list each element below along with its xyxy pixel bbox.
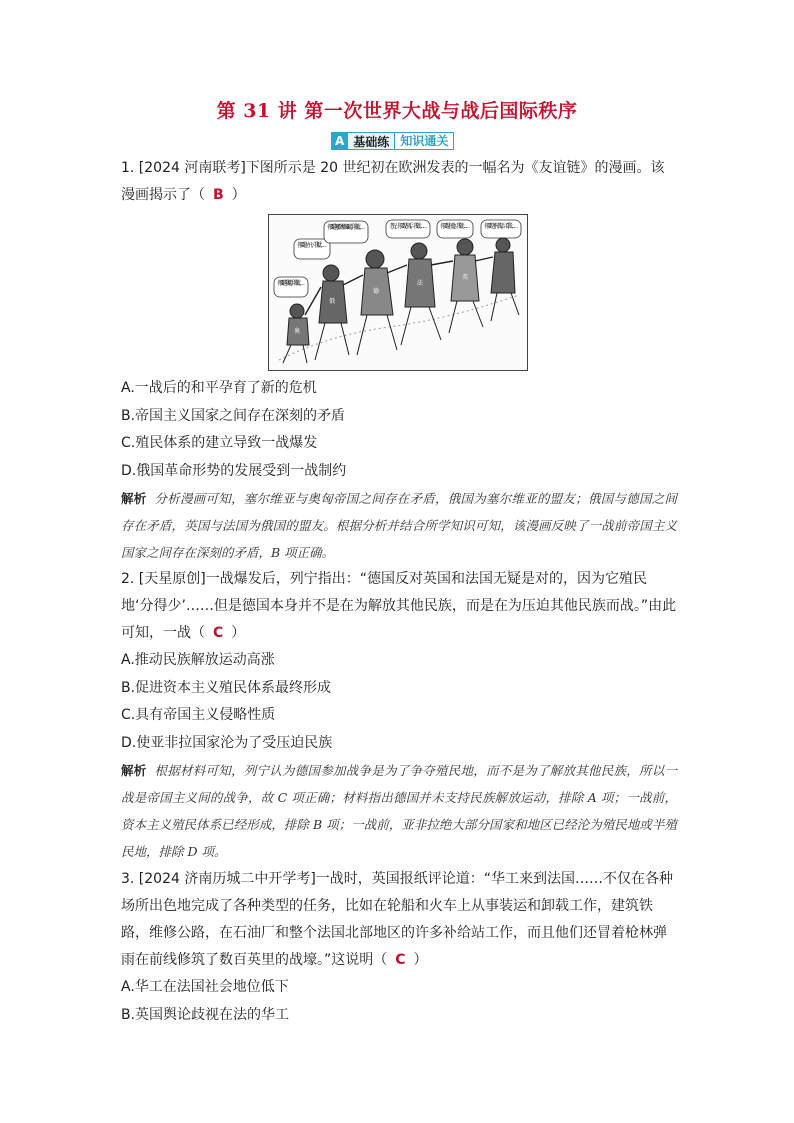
- page-title: 第 31 讲 第一次世界大战与战后国际秩序: [216, 100, 578, 122]
- figure-label-4: 法: [417, 280, 424, 287]
- q2-explain-label: 解析: [121, 763, 147, 778]
- figure-label-3: 德: [373, 288, 380, 295]
- q1-option-c: C.殖民体系的建立导致一战爆发: [121, 435, 318, 451]
- q2-explanation: 解析 根据材料可知，列宁认为德国参加战争是为了争夺殖民地，而不是为了解放其他民族，所以一战是帝国主义间的战争，故 C 项正确；材料指出德国并未支持民族解放运动，排除 A 项；一战前，资本主义殖民体系已经形成，排除 B 项；一战前，亚非拉绝大部分国家和地区已经沦为殖民地或半殖民地，排除 D 项。: [121, 763, 677, 859]
- answer-3: C: [395, 952, 406, 968]
- q2-option-b: B.促进资本主义殖民体系最终形成: [121, 679, 332, 696]
- figure-label-1: 奥: [294, 328, 301, 335]
- tag-sublabel: 知识通关: [394, 132, 454, 150]
- question-2-stem: 2. [天星原创]一战爆发后，列宁指出：“德国反对英国和法国无疑是对的，因为它殖民地‘分得少’……但是德国本身并不是在为解放其他民族，而是在为压迫其他民族而战。”由此可知，一战（ C ）: [121, 571, 677, 641]
- friendship-chain-cartoon: [268, 214, 528, 371]
- question-1: [121, 155, 677, 209]
- tag-label: 基础练: [348, 132, 394, 150]
- bubble-2: 你要是动一下，我就……: [297, 242, 327, 249]
- q1-explain-label: 解析: [121, 491, 147, 506]
- answer-2: C: [213, 625, 224, 641]
- question-3: [121, 866, 677, 1029]
- tag-letter: A: [331, 132, 348, 150]
- answer-1: B: [213, 187, 224, 203]
- question-3-stem: 3. [2024 济南历城二中开学考]一战时，英国报纸评论道：“华工来到法国……不仅在各种场所出色地完成了各种类型的任务，比如在轮船和火车上从事装运和卸载工作，建筑铁路，维修公路，在石油厂和整个法国北部地区的许多补给站工作，而且他们还冒着枪林弹雨在前线修筑了数百英里的战壕。”这说明（ C ）: [121, 871, 674, 968]
- q2-option-d: D.使亚非拉国家沦为了受压迫民族: [121, 734, 333, 751]
- question-2: [121, 566, 677, 865]
- q3-option-a: A.华工在法国社会地位低下: [121, 979, 289, 995]
- figure-label-2: 俄: [329, 298, 336, 305]
- cartoon-illustration: [269, 215, 527, 370]
- question-1-stem: 1. [2024 河南联考]下图所示是 20 世纪初在欧洲发表的一幅名为《友谊链》的漫画。该漫画揭示了（ B ）: [121, 160, 665, 203]
- q1-option-b: B.帝国主义国家之间存在深刻的矛盾: [121, 407, 346, 424]
- bubble-3: 你要是向那个塞尔维亚动手，我就……: [327, 224, 365, 231]
- bubble-1: 你要是向我动手，我就……: [277, 280, 305, 287]
- figure-label-5: 英: [462, 274, 469, 281]
- q1-option-a: A.一战后的和平孕育了新的危机: [121, 380, 317, 396]
- bubble-6: 你要是不打的话，看我……: [484, 223, 518, 230]
- q2-option-a: A.推动民族解放运动高涨: [121, 652, 275, 668]
- bubble-4: 老兄，你要是出手，我就……: [389, 223, 427, 230]
- section-tag: [331, 132, 454, 150]
- q2-option-c: C.具有帝国主义侵略性质: [121, 707, 276, 723]
- q3-option-b: B.英国舆论歧视在法的华工: [121, 1006, 290, 1023]
- bubble-5: 你要是打他，我就……: [440, 223, 470, 230]
- q1-explanation: 解析 分析漫画可知，塞尔维亚与奥匈帝国之间存在矛盾，俄国为塞尔维亚的盟友；俄国与德国之间存在矛盾，英国与法国为俄国的盟友。根据分析并结合所学知识可知，该漫画反映了一战前帝国主义国家之间存在深刻的矛盾，B 项正确。: [121, 491, 677, 560]
- q1-option-d: D.俄国革命形势的发展受到一战制约: [121, 462, 347, 479]
- question-1-body: [121, 375, 677, 566]
